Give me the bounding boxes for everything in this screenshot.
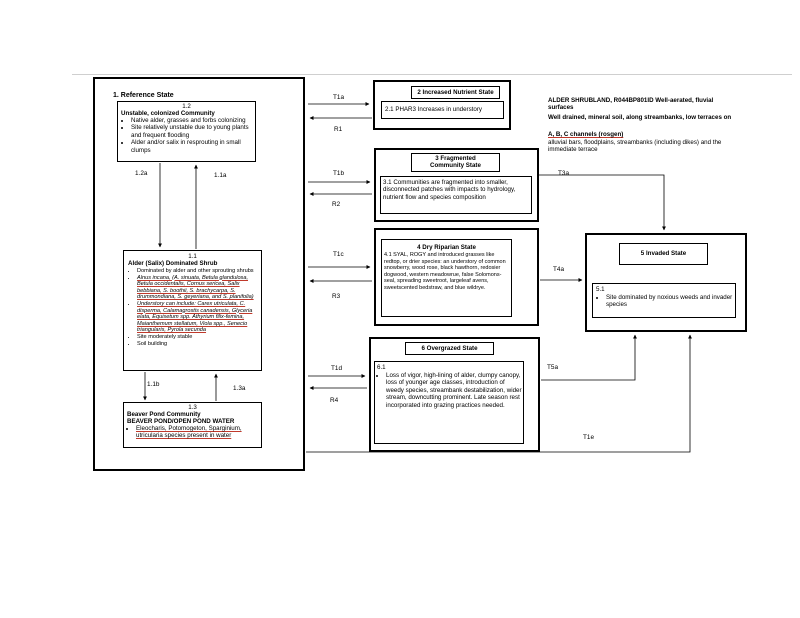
community-1-2-number: 1.2 [182, 103, 191, 110]
community-1-1-name: Alder (Salix) Dominated Shrub [128, 260, 218, 267]
state-2-text: 2.1 PHAR3 Increases in understory [385, 106, 482, 113]
arrow-t1e [306, 335, 690, 452]
ecosite-description-line2: Well drained, mineral soil, along streambanks, low terraces on [548, 114, 732, 121]
community-1-1-item: • Soil building [137, 341, 260, 348]
community-1-1-item: • Understory can include: Carex utriculata, C. disperma, Calamagrostis canadensis, Glyceria elata, Equisetum spp. Athyrium filix-femina, Maianthemum stellatum, Viola spp., Senecio triangularis, Pyrola secunda [137, 301, 260, 334]
state-3-title-line1: 3 Fragmented [435, 155, 476, 162]
state-6-number: 6.1 [377, 364, 386, 371]
state-4-title: 4 Dry Riparian State [417, 244, 476, 251]
state-5-item: • Site dominated by noxious weeds and invader species [606, 294, 734, 309]
label-1-1a: 1.1a [214, 172, 227, 179]
label-1-1b: 1.1b [147, 381, 160, 388]
label-t1d: T1d [331, 365, 343, 372]
ecosite-description-line3: A, B, C channels (rosgen) [548, 131, 624, 138]
community-1-1-item: • Dominated by alder and other sprouting shrubs [137, 268, 260, 275]
state-3-title-line2: Community State [430, 162, 481, 169]
label-1-3a: 1.3a [233, 385, 246, 392]
label-r3: R3 [332, 293, 341, 300]
ecosite-description-line4: alluvial bars, floodplains, streambanks (including dikes) and the immediate terrace [548, 139, 722, 154]
label-t5a: T5a [547, 364, 559, 371]
label-r1: R1 [334, 126, 343, 133]
community-1-1-item: • Alnus incana, (A. sinuata, Betula glandulosa, Betula occidentalis, Cornus sericea, Salix bebbiana, S. boothii, S. brachycarpa, S. drummondiana, S. geyeriana, and S. planifolia) [137, 275, 260, 301]
arrow-t5a [541, 335, 635, 380]
state-5-title: 5 Invaded State [640, 250, 687, 257]
community-1-3-subname: BEAVER POND/OPEN POND WATER [127, 418, 235, 425]
community-1-1-number: 1.1 [188, 253, 197, 260]
state-6-title: 6 Overgrazed State [421, 345, 478, 352]
community-1-2-name: Unstable, colonized Community [121, 110, 215, 117]
label-t1b: T1b [333, 170, 345, 177]
reference-state-title: 1. Reference State [113, 92, 174, 99]
label-r4: R4 [330, 397, 339, 404]
community-1-2-item: • Site relatively unstable due to young plants and frequent flooding [131, 124, 253, 139]
community-1-1-item: • Site moderately stable [137, 334, 260, 341]
state-2-title: 2 Increased Nutrient State [417, 89, 494, 96]
label-t3a: T3a [558, 170, 570, 177]
community-1-2-item: • Native alder, grasses and forbs colonizing [131, 117, 253, 124]
community-1-3-number: 1.3 [188, 404, 197, 411]
community-1-3-item: • Eleocharis, Potomogeton, Sparginium, utricularia species present in water [136, 425, 260, 440]
label-t1c: T1c [333, 251, 344, 258]
state-3-text: 3.1 Communities are fragmented into smaller, disconnected patches with impacts to hydrology, nutrient flow and species composition [383, 179, 516, 201]
label-r2: R2 [332, 201, 341, 208]
label-t1e: T1e [583, 434, 595, 441]
label-t1a: T1a [333, 94, 345, 101]
state-5-number: 5.1 [596, 286, 605, 293]
ecosite-description-line1: ALDER SHRUBLAND, R044BP801ID Well-aerated, fluvial surfaces [548, 97, 714, 112]
arrow-t3a [539, 175, 664, 230]
state-4-text: 4.1 SYAL, ROGY and introduced grasses like redtop, or drier species: an understory of common snowberry, wood rose, black hawthorn, redosier dogwood, western meadowrue, false Solomons-seal, spreading sweetroot, largeleaf avens, sweetscented bedstraw, and blue wildrye. [384, 252, 506, 291]
community-1-3-name: Beaver Pond Community [127, 411, 201, 418]
community-1-2-item: • Alder and/or salix in resprouting in small clumps [131, 139, 253, 154]
label-t4a: T4a [553, 266, 565, 273]
state-6-item: • Loss of vigor, high-lining of alder, clumpy canopy, loss of younger age classes, introduction of weedy species, streambank destabilization, wider stream, downcutting prominent. Late season rest incorporated into grazing practices needed. [386, 372, 522, 409]
label-1-2a: 1.2a [135, 170, 148, 177]
